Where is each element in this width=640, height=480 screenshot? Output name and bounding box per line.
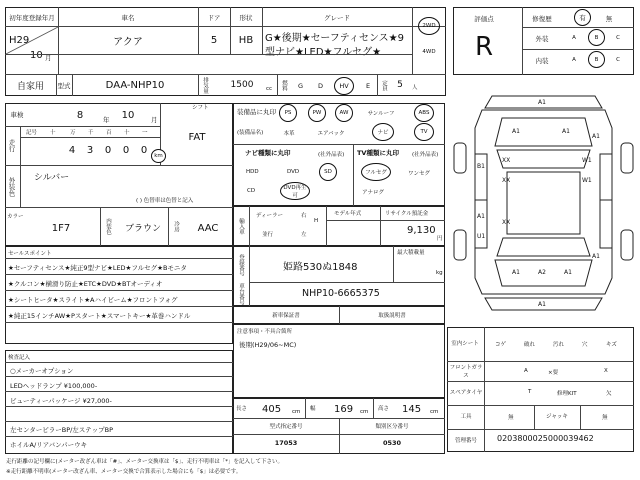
tv-oneseg: ワンセグ: [408, 171, 431, 177]
equip-leather: 本革: [283, 131, 295, 137]
equip-sunroof: サンルーフ: [367, 111, 395, 117]
interior-b: B: [588, 51, 605, 68]
glass-label: フロントガラス: [449, 365, 483, 379]
model-label: 型式: [57, 81, 71, 90]
sales-line-1: ★セーフティセンス★純正9型ナビ★LED★フルセグ★Bモニタ: [8, 264, 187, 272]
registration-label: 登録番号: [238, 254, 244, 276]
fuel-g: G: [298, 82, 304, 90]
inspector-line-5: 左センターピラーBP/左ステップBP: [10, 426, 114, 434]
model-year-label: モデル年式: [334, 211, 362, 217]
tool-value: 無: [508, 415, 514, 421]
reg-year-label: 初年度登録年月: [9, 13, 55, 22]
equipment-label: 装備品に丸印: [237, 108, 276, 116]
import-left: 左: [301, 232, 307, 238]
new-car-warranty: 新車保証書: [272, 313, 300, 319]
footer-line-2: ※走行距離不明車(メーター改ざん車、メーター交換で合算表示した場合にも「$」は必要です。: [6, 469, 242, 475]
type-no: 17053: [274, 439, 298, 447]
grade-label: グレード: [324, 13, 350, 22]
width-label: 幅: [310, 406, 316, 412]
class-no: 0530: [382, 439, 402, 447]
sales-points-label: セールスポイント: [8, 251, 52, 257]
inspection-year-unit: 年: [103, 116, 110, 124]
damage-xx-1: XX: [502, 157, 511, 164]
mgmt-label: 管理番号: [454, 438, 477, 444]
seat-yogore: 汚れ: [553, 342, 565, 348]
inspector-line-2: LEDヘッドランプ ¥100,000-: [10, 382, 98, 390]
equip-aw: AW: [335, 104, 353, 122]
tv-note: (社外品表): [412, 152, 439, 158]
spare-missing: 欠: [606, 391, 612, 397]
damage-a1-bumper: A1: [538, 301, 546, 308]
digit-h-4: 十: [124, 130, 130, 136]
car-damage-diagram: [452, 88, 635, 318]
inspector-line-6: ホイルA/リアバンパーウキ: [10, 441, 88, 449]
interior-c: C: [616, 57, 620, 63]
equip-ps: PS: [279, 104, 297, 122]
height-label: 高さ: [378, 406, 390, 412]
digit-h-3: 百: [106, 130, 112, 136]
digit-h-1: 万: [70, 130, 76, 136]
type-no-label: 型式指定番号: [269, 424, 303, 430]
digit-0: [44, 142, 60, 158]
seat-kizu: キズ: [606, 342, 617, 348]
chassis-label: 車台番号: [238, 283, 244, 305]
exterior-c: C: [616, 35, 620, 41]
max-load-label: 最大積載量: [397, 250, 425, 256]
shift: FAT: [188, 131, 206, 143]
color-no: 1F7: [51, 222, 71, 234]
displacement-label: 排気量: [202, 76, 208, 94]
glass-x: X: [604, 368, 608, 374]
usage: 自家用: [16, 81, 44, 92]
shape: HB: [238, 34, 254, 46]
equip-airbag: エアバック: [317, 131, 345, 137]
notes-text: 後期(H29/06~MC): [239, 341, 297, 349]
navi-dvd-play: DVD再生可: [280, 182, 310, 200]
digit-h-0: 十: [50, 130, 56, 136]
reg-month-unit: 月: [45, 54, 52, 62]
model: DAA-NHP10: [105, 79, 165, 91]
fuel-d: D: [318, 82, 324, 90]
repair-no: 無: [605, 14, 613, 23]
equip-abs: ABS: [414, 104, 434, 122]
damage-b1: B1: [477, 163, 485, 170]
ac: AAC: [197, 222, 219, 234]
shape-label: 形状: [239, 13, 253, 22]
class-no-label: 類別区分番号: [375, 424, 409, 430]
exterior-color: シルバー: [34, 173, 70, 183]
spare-kit: 修理KIT: [557, 391, 577, 397]
damage-a1-front: A1: [538, 99, 546, 106]
navi-cd: CD: [247, 188, 256, 194]
mileage-label: 走行: [7, 138, 16, 152]
height-unit: cm: [430, 409, 439, 415]
equipment-sub: (装備品名): [237, 130, 264, 136]
displacement: 1500: [230, 80, 254, 90]
fuel-e: E: [366, 82, 371, 90]
tv-label: TV種類に丸印: [357, 149, 399, 157]
import-dealer: ディーラー: [256, 213, 284, 219]
repair-label: 修復歴: [532, 14, 552, 23]
width-unit: cm: [360, 409, 369, 415]
eval-label: 評価点: [474, 14, 494, 23]
digit-2: 3: [86, 144, 94, 156]
tv-fullseg: フルセグ: [361, 163, 391, 181]
damage-a1-rear-side: A1: [592, 253, 600, 260]
tool-label: 工具: [460, 414, 472, 420]
registration-number: 姫路530ぬ1848: [283, 262, 358, 273]
digit-4: 0: [122, 144, 130, 156]
interior-color: ブラウン: [124, 223, 161, 234]
digit-1: 4: [68, 144, 76, 156]
interior-label: 内装: [535, 56, 549, 65]
tv-analog: アナログ: [362, 190, 385, 196]
mileage-unit: km: [151, 149, 166, 163]
damage-w1-2: W1: [582, 177, 592, 184]
chassis-number: NHP10-6665375: [302, 288, 380, 299]
navi-note: (社外品表): [318, 152, 345, 158]
inspection-month-unit: 月: [151, 116, 158, 124]
color-no-label: カラー: [7, 214, 24, 220]
max-load-unit: kg: [436, 270, 443, 276]
doors: 5: [210, 34, 218, 46]
spare-t: T: [528, 389, 532, 395]
damage-a1-fender: A1: [592, 133, 600, 140]
equip-pw: PW: [308, 104, 326, 122]
damage-a1-rear-r: A1: [564, 269, 572, 276]
damage-w1-1: W1: [582, 157, 592, 164]
import-right: 右: [301, 213, 307, 219]
inspection-month: 10: [121, 109, 135, 121]
damage-u1: U1: [477, 233, 486, 240]
recycle-label: リサイクル預託金: [385, 211, 429, 217]
height: 145: [402, 404, 422, 415]
color-change-note: ( ) 色替車は色替と記入: [136, 198, 194, 204]
damage-xx-3: XX: [502, 219, 511, 226]
damage-a1-side: A1: [477, 213, 485, 220]
navi-hdd: HDD: [246, 169, 259, 175]
inspector-line-1: ○メーカーオプション: [10, 367, 74, 375]
seat-koge: コゲ: [495, 342, 507, 348]
damage-a1-hood: A1: [512, 128, 520, 135]
footer-line-1: 走行距離の記号欄に(メーター改ざん車は「#」、メーター交換車は「$」、走行不明車は「*」を記入して下さい。: [6, 459, 284, 465]
mgmt-no: 0203800025000039462: [497, 434, 594, 443]
exterior-color-label: 外装色: [7, 177, 16, 197]
owner-manual: 取扱説明書: [378, 313, 406, 319]
recycle-unit: 円: [437, 236, 443, 242]
seats-unit: 人: [412, 85, 418, 91]
seat-ana: 穴: [582, 342, 588, 348]
diagonal-line: [6, 27, 58, 54]
length: 405: [262, 404, 282, 415]
doors-label: ドア: [207, 13, 221, 22]
glass-need: ×要: [548, 370, 559, 376]
damage-xx-2: XX: [502, 177, 511, 184]
spare-label: スペアタイヤ: [449, 390, 483, 396]
import-parallel: 並行: [262, 232, 274, 238]
exterior-b: B: [588, 29, 605, 46]
interior-color-label: 内装色: [105, 217, 111, 235]
eval-score: R: [474, 32, 494, 62]
inspector-label: 検査記入: [8, 355, 31, 361]
sales-line-4: ★純正15インチAW★Pスタート★スマートキー★革巻ハンドル: [8, 312, 191, 320]
damage-a1-rear: A1: [512, 269, 520, 276]
equip-navi: ナビ: [372, 123, 394, 141]
sales-line-2: ★クルコン★横滑り防止★ETC★DVD★BTオーディオ: [8, 280, 163, 288]
inspection-label: 車検: [10, 110, 24, 119]
car-name: アクア: [113, 36, 143, 48]
car-name-label: 車名: [121, 13, 135, 22]
navi-dvd: DVD: [287, 169, 300, 175]
fuel-label: 燃料: [281, 79, 287, 91]
import-label: 輸入車: [238, 217, 244, 235]
drive-2wd: 2WD: [418, 17, 440, 35]
ac-label: 冷房: [173, 220, 179, 232]
digit-5: 0: [140, 144, 148, 156]
equip-tv: TV: [414, 123, 434, 141]
length-label: 長さ: [236, 406, 248, 412]
reg-month: 10: [30, 50, 43, 61]
fuel-hv: HV: [334, 77, 354, 95]
interior-seat-label: 室内シート: [451, 341, 479, 347]
grade-line1: G★後期★セーフティセンス★9: [265, 33, 405, 44]
shift-label: シフト: [192, 105, 209, 111]
navi-sd: SD: [319, 163, 337, 181]
displacement-unit: cc: [266, 86, 273, 92]
inspector-line-3: ビューティーパッケージ ¥27,000-: [10, 397, 112, 405]
repair-yes: 有: [574, 9, 591, 26]
digit-3: 0: [104, 144, 112, 156]
digit-h-2: 千: [88, 130, 94, 136]
jack-value: 無: [602, 415, 608, 421]
exterior-label: 外装: [535, 34, 549, 43]
drive-4wd: 4WD: [422, 49, 436, 55]
interior-a: A: [572, 57, 576, 63]
exterior-a: A: [572, 35, 576, 41]
damage-a2: A2: [538, 269, 546, 276]
reg-year: H29: [9, 35, 30, 46]
length-unit: cm: [292, 409, 301, 415]
digit-h-5: 一: [142, 130, 148, 136]
inspection-year: 8: [76, 109, 84, 121]
width: 169: [334, 404, 354, 415]
jack-label: ジャッキ: [546, 414, 568, 420]
import-h: H: [314, 218, 319, 224]
mileage-sub: 記号: [26, 130, 38, 136]
seat-yabure: 破れ: [524, 342, 536, 348]
navi-label: ナビ種類に丸印: [245, 149, 291, 157]
recycle-amount: 9,130: [407, 225, 436, 236]
notes-label: 注意事項・不具合箇所: [237, 329, 293, 335]
seats-label: 定員: [381, 79, 387, 91]
seats: 5: [397, 80, 403, 90]
notes-block: [233, 324, 445, 398]
glass-a: A: [524, 368, 528, 374]
sales-line-3: ★シートヒータ★スライト★Aハイビーム★フロントフォグ: [8, 296, 178, 304]
grade-line2: 型ナビ★LED★フルセグ★: [265, 47, 382, 58]
damage-a1-hood-r: A1: [562, 128, 570, 135]
